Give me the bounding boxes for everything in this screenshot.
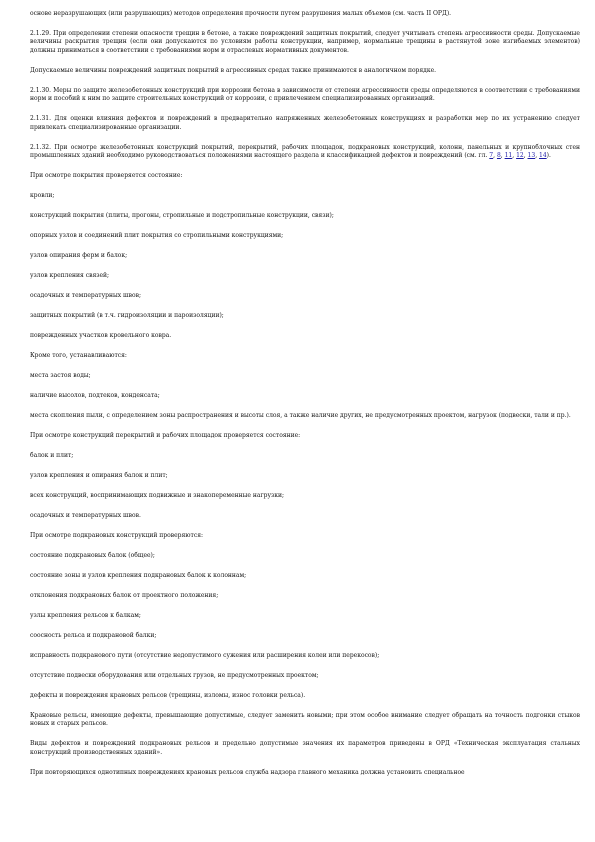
paragraph-text: отсутствие подвески оборудования или отдельных грузов, не предусмотренных проектом;	[30, 672, 319, 680]
chapter-link[interactable]: 8	[496, 152, 501, 160]
paragraph-text: 2.1.31. Для оценки влияния дефектов и повреждений в предварительно напряженных железобетонных конструкциях и разработки мер по их устранению следует привлекать специализированные организации.	[30, 115, 580, 131]
paragraph	[30, 10, 580, 18]
paragraph	[30, 740, 580, 757]
paragraph-text: наличие высолов, подтеков, конденсата;	[30, 392, 160, 400]
paragraph	[30, 232, 580, 240]
paragraph-text: узлов опирания ферм и балок;	[30, 252, 128, 260]
paragraph	[30, 572, 580, 580]
paragraph	[30, 412, 580, 420]
paragraph	[30, 612, 580, 620]
paragraph-text: осадочных и температурных швов;	[30, 292, 142, 300]
chapter-link[interactable]: 7	[489, 152, 494, 160]
paragraph	[30, 372, 580, 380]
paragraph	[30, 452, 580, 460]
paragraph-text: места скопления пыли, с определением зоны распространения и высоты слоя, а также наличие других, не предусмотренных проектом, нагрузок (подвески, тали и пр.).	[30, 412, 571, 420]
paragraph-text: При повторяющихся однотипных повреждениях крановых рельсов служба надзора главного механика должна установить специальное	[30, 768, 465, 776]
paragraph-text: основе неразрушающих (или разрушающих) методов определения прочности путем разрушения малых объемов (см. часть II ОРД).	[30, 10, 452, 17]
paragraph	[30, 472, 580, 480]
paragraph-text: узлов крепления связей;	[30, 272, 110, 280]
paragraph-text: Кроме того, устанавливаются:	[30, 352, 127, 360]
paragraph	[30, 652, 580, 660]
paragraph	[30, 312, 580, 320]
paragraph	[30, 712, 580, 729]
paragraph-text: 2.1.32. При осмотре железобетонных конструкций покрытий, перекрытий, рабочих площадок, подкрановых конструкций, колонн, панельных и крупноблочных стен промышленных зданий необходимо руководствоваться положениями настоящего раздела и классификацией дефектов и повреждений (см. гл.	[30, 143, 580, 160]
chapter-link[interactable]: 12	[516, 152, 524, 160]
document-page	[30, 10, 580, 789]
paragraph	[30, 492, 580, 500]
paragraph-text: балок и плит;	[30, 452, 74, 460]
paragraph-text: защитных покрытий (в т.ч. гидроизоляции и пароизоляции);	[30, 312, 224, 320]
paragraph-text: конструкций покрытия (плиты, прогоны, стропильные и подстропильные конструкции, связи);	[30, 212, 334, 220]
paragraph-text: исправность подкранового пути (отсутствие недопустимого сужения или расширения колеи или перекосов);	[30, 652, 380, 660]
paragraph	[30, 192, 580, 200]
paragraph-text: При осмотре покрытия проверяется состояние:	[30, 172, 183, 180]
paragraph-text: кровли;	[30, 192, 55, 200]
paragraph	[30, 552, 580, 560]
paragraph	[30, 432, 580, 440]
paragraph-text: 2.1.29. При определении степени опасности трещин в бетоне, а также повреждений защитных покрытий, следует учитывать степень агрессивности среды. Допускаемые величины раскрытия трещин (если они допускаются по условиям работы конструкции, например, нормальные трещины в растянутой зоне изгибаемых элементов) должны приниматься в соответствии с требованиями норм и отраслевых нормативных документов.	[30, 30, 580, 54]
paragraph	[30, 272, 580, 280]
paragraph-text: состояние зоны и узлов крепления подкрановых балок к колоннам;	[30, 572, 247, 580]
paragraph-text: При осмотре конструкций перекрытий и рабочих площадок проверяется состояние:	[30, 432, 301, 440]
paragraph	[30, 692, 580, 700]
paragraph	[30, 632, 580, 640]
paragraph	[30, 212, 580, 220]
paragraph	[30, 592, 580, 600]
paragraph-text: узлы крепления рельсов к балкам;	[30, 612, 141, 620]
chapter-link[interactable]: 11	[504, 152, 513, 160]
paragraph: 2.1.32. При осмотре железобетонных конструкций покрытий, перекрытий, рабочих площадок, подкрановых конструкций, колонн, панельных и крупноблочных стен промышленных зданий необходимо руководствоваться положениями настоящего раздела и классификацией дефектов и повреждений (см. гл. 7, 8, 11, 12, 13, 14).	[30, 143, 580, 160]
paragraph	[30, 172, 580, 180]
paragraph	[30, 115, 580, 132]
paragraph-text: Крановые рельсы, имеющие дефекты, превышающие допустимые, следует заменить новыми; при этом особое внимание следует обращать на точность подгонки стыков новых и старых рельсов.	[30, 712, 580, 728]
paragraph	[30, 512, 580, 520]
paragraph-text: соосность рельса и подкрановой балки;	[30, 632, 157, 640]
paragraph-tail: ).	[546, 152, 551, 160]
paragraph-text: места застоя воды;	[30, 372, 91, 380]
paragraph-text: 2.1.30. Меры по защите железобетонных конструкций при коррозии бетона в зависимости от степени агрессивности среды определяются в соответствии с требованиями норм и пособий к ним по защите строительных конструкций от коррозии, с привлечением специализированных организаций.	[30, 86, 580, 103]
paragraph	[30, 532, 580, 540]
paragraph-text: осадочных и температурных швов.	[30, 512, 141, 520]
paragraph-text: узлов крепления и опирания балок и плит;	[30, 472, 168, 480]
chapter-link[interactable]: 13	[527, 152, 536, 160]
chapter-link[interactable]: 14	[539, 152, 547, 160]
paragraph-text: дефекты и повреждения крановых рельсов (трещины, изломы, износ головки рельса).	[30, 692, 306, 700]
paragraph-text: состояние подкрановых балок (общее);	[30, 552, 155, 560]
paragraph	[30, 332, 580, 340]
paragraph-text: При осмотре подкрановых конструкций проверяются:	[30, 532, 204, 540]
paragraph	[30, 87, 580, 104]
paragraph-text: Допускаемые величины повреждений защитных покрытий в агрессивных средах также принимаются в аналогичном порядке.	[30, 66, 437, 74]
paragraph	[30, 30, 580, 55]
paragraph-text: всех конструкций, воспринимающих подвижные и знакопеременные нагрузки;	[30, 492, 285, 500]
paragraph	[30, 352, 580, 360]
paragraph	[30, 392, 580, 400]
paragraph-text: поврежденных участков кровельного ковра.	[30, 332, 172, 340]
paragraph-text: Виды дефектов и повреждений подкрановых рельсов и предельно допустимые значения их параметров приведены в ОРД «Техническая эксплуатация стальных конструкций производственных зданий».	[30, 740, 580, 756]
paragraph	[30, 769, 580, 777]
paragraph	[30, 252, 580, 260]
paragraph	[30, 67, 580, 75]
paragraph-text: опорных узлов и соединений плит покрытия со стропильными конструкциями;	[30, 232, 284, 240]
paragraph	[30, 672, 580, 680]
paragraph-text: отклонения подкрановых балок от проектного положения;	[30, 592, 219, 600]
paragraph	[30, 292, 580, 300]
